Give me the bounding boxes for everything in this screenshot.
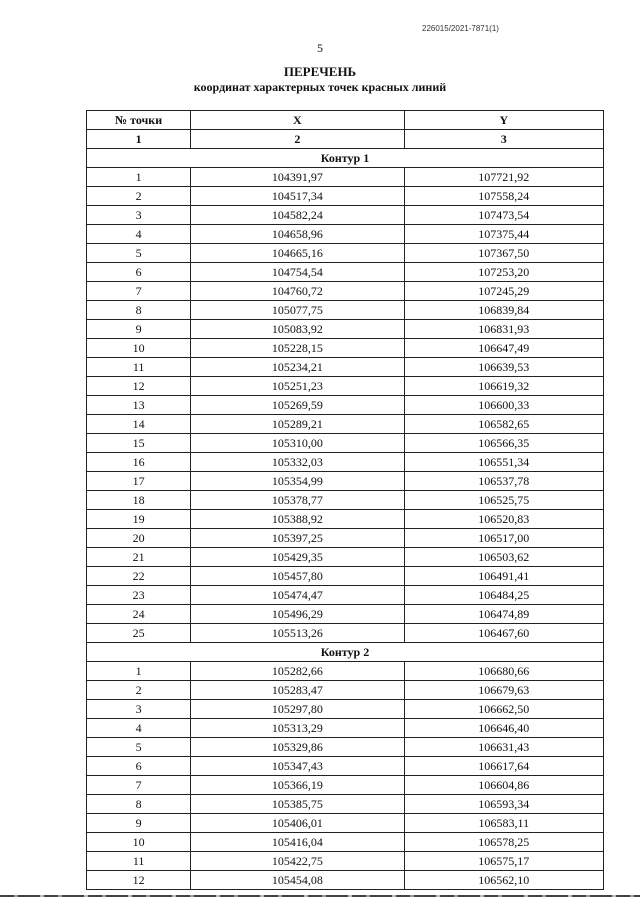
column-index-row bbox=[87, 130, 604, 149]
column-header-x: X bbox=[191, 111, 404, 130]
table-row bbox=[87, 434, 604, 453]
x-coordinate-cell: 105289,21 bbox=[191, 415, 404, 434]
document-subtitle: координат характерных точек красных линий bbox=[193, 80, 447, 94]
y-coordinate-cell: 106604,86 bbox=[404, 776, 603, 795]
table-row bbox=[87, 605, 604, 624]
table-row bbox=[87, 339, 604, 358]
table-row bbox=[87, 396, 604, 415]
point-number-cell: 12 bbox=[87, 871, 191, 890]
point-number-cell: 14 bbox=[87, 415, 191, 434]
y-coordinate-cell: 106578,25 bbox=[404, 833, 603, 852]
x-coordinate-cell: 105077,75 bbox=[191, 301, 404, 320]
column-index-3: 3 bbox=[404, 130, 603, 149]
y-coordinate-cell: 106537,78 bbox=[404, 472, 603, 491]
y-coordinate-cell: 106831,93 bbox=[404, 320, 603, 339]
point-number-cell: 2 bbox=[87, 681, 191, 700]
coordinates-table bbox=[86, 110, 604, 890]
x-coordinate-cell: 104582,24 bbox=[191, 206, 404, 225]
x-coordinate-cell: 104760,72 bbox=[191, 282, 404, 301]
point-number-cell: 11 bbox=[87, 852, 191, 871]
y-coordinate-cell: 106551,34 bbox=[404, 453, 603, 472]
table-row bbox=[87, 320, 604, 339]
table-row bbox=[87, 244, 604, 263]
table-row bbox=[87, 415, 604, 434]
x-coordinate-cell: 105310,00 bbox=[191, 434, 404, 453]
table-row bbox=[87, 681, 604, 700]
point-number-cell: 8 bbox=[87, 301, 191, 320]
x-coordinate-cell: 105228,15 bbox=[191, 339, 404, 358]
x-coordinate-cell: 105457,80 bbox=[191, 567, 404, 586]
point-number-cell: 10 bbox=[87, 833, 191, 852]
x-coordinate-cell: 105385,75 bbox=[191, 795, 404, 814]
point-number-cell: 1 bbox=[87, 662, 191, 681]
point-number-cell: 21 bbox=[87, 548, 191, 567]
point-number-cell: 9 bbox=[87, 320, 191, 339]
table-row bbox=[87, 187, 604, 206]
table-row bbox=[87, 719, 604, 738]
table-body bbox=[87, 149, 604, 890]
x-coordinate-cell: 104658,96 bbox=[191, 225, 404, 244]
x-coordinate-cell: 104665,16 bbox=[191, 244, 404, 263]
x-coordinate-cell: 105454,08 bbox=[191, 871, 404, 890]
column-index-1: 1 bbox=[87, 130, 191, 149]
table-row bbox=[87, 206, 604, 225]
point-number-cell: 24 bbox=[87, 605, 191, 624]
x-coordinate-cell: 105422,75 bbox=[191, 852, 404, 871]
y-coordinate-cell: 106631,43 bbox=[404, 738, 603, 757]
point-number-cell: 17 bbox=[87, 472, 191, 491]
contour-header-row bbox=[87, 149, 604, 168]
x-coordinate-cell: 105366,19 bbox=[191, 776, 404, 795]
table-row bbox=[87, 795, 604, 814]
point-number-cell: 19 bbox=[87, 510, 191, 529]
y-coordinate-cell: 106525,75 bbox=[404, 491, 603, 510]
y-coordinate-cell: 107367,50 bbox=[404, 244, 603, 263]
point-number-cell: 16 bbox=[87, 453, 191, 472]
y-coordinate-cell: 106662,50 bbox=[404, 700, 603, 719]
point-number-cell: 3 bbox=[87, 700, 191, 719]
x-coordinate-cell: 105474,47 bbox=[191, 586, 404, 605]
y-coordinate-cell: 106575,17 bbox=[404, 852, 603, 871]
x-coordinate-cell: 105347,43 bbox=[191, 757, 404, 776]
point-number-cell: 22 bbox=[87, 567, 191, 586]
scan-bottom-edge bbox=[0, 895, 640, 897]
x-coordinate-cell: 104517,34 bbox=[191, 187, 404, 206]
x-coordinate-cell: 105378,77 bbox=[191, 491, 404, 510]
column-header-point-number: № точки bbox=[87, 111, 191, 130]
table-row bbox=[87, 168, 604, 187]
y-coordinate-cell: 106562,10 bbox=[404, 871, 603, 890]
table-row bbox=[87, 491, 604, 510]
point-number-cell: 7 bbox=[87, 282, 191, 301]
x-coordinate-cell: 104391,97 bbox=[191, 168, 404, 187]
point-number-cell: 3 bbox=[87, 206, 191, 225]
point-number-cell: 12 bbox=[87, 377, 191, 396]
column-header-row bbox=[87, 111, 604, 130]
y-coordinate-cell: 106474,89 bbox=[404, 605, 603, 624]
y-coordinate-cell: 106839,84 bbox=[404, 301, 603, 320]
x-coordinate-cell: 105354,99 bbox=[191, 472, 404, 491]
point-number-cell: 20 bbox=[87, 529, 191, 548]
y-coordinate-cell: 106484,25 bbox=[404, 586, 603, 605]
table-row bbox=[87, 852, 604, 871]
y-coordinate-cell: 107253,20 bbox=[404, 263, 603, 282]
x-coordinate-cell: 105329,86 bbox=[191, 738, 404, 757]
x-coordinate-cell: 105234,21 bbox=[191, 358, 404, 377]
table-row bbox=[87, 586, 604, 605]
table-row bbox=[87, 548, 604, 567]
point-number-cell: 5 bbox=[87, 244, 191, 263]
point-number-cell: 2 bbox=[87, 187, 191, 206]
x-coordinate-cell: 105283,47 bbox=[191, 681, 404, 700]
contour-header-row bbox=[87, 643, 604, 662]
x-coordinate-cell: 105282,66 bbox=[191, 662, 404, 681]
y-coordinate-cell: 106520,83 bbox=[404, 510, 603, 529]
y-coordinate-cell: 106639,53 bbox=[404, 358, 603, 377]
column-header-y: Y bbox=[404, 111, 603, 130]
table-row bbox=[87, 738, 604, 757]
x-coordinate-cell: 105297,80 bbox=[191, 700, 404, 719]
table-row bbox=[87, 871, 604, 890]
table-row bbox=[87, 377, 604, 396]
table-row bbox=[87, 529, 604, 548]
table-row bbox=[87, 757, 604, 776]
x-coordinate-cell: 105397,25 bbox=[191, 529, 404, 548]
y-coordinate-cell: 106619,32 bbox=[404, 377, 603, 396]
point-number-cell: 4 bbox=[87, 719, 191, 738]
y-coordinate-cell: 106467,60 bbox=[404, 624, 603, 643]
x-coordinate-cell: 105513,26 bbox=[191, 624, 404, 643]
table-row bbox=[87, 510, 604, 529]
x-coordinate-cell: 105429,35 bbox=[191, 548, 404, 567]
page-number: 5 bbox=[317, 41, 323, 55]
x-coordinate-cell: 105416,04 bbox=[191, 833, 404, 852]
point-number-cell: 10 bbox=[87, 339, 191, 358]
table-row bbox=[87, 263, 604, 282]
y-coordinate-cell: 106617,64 bbox=[404, 757, 603, 776]
document-registration-number: 226015/2021-7871(1) bbox=[422, 24, 499, 33]
table-row bbox=[87, 358, 604, 377]
x-coordinate-cell: 105332,03 bbox=[191, 453, 404, 472]
y-coordinate-cell: 107375,44 bbox=[404, 225, 603, 244]
point-number-cell: 11 bbox=[87, 358, 191, 377]
table-row bbox=[87, 225, 604, 244]
x-coordinate-cell: 104754,54 bbox=[191, 263, 404, 282]
x-coordinate-cell: 105313,29 bbox=[191, 719, 404, 738]
table-row bbox=[87, 662, 604, 681]
table-row bbox=[87, 776, 604, 795]
table-header bbox=[87, 111, 604, 149]
x-coordinate-cell: 105496,29 bbox=[191, 605, 404, 624]
y-coordinate-cell: 107245,29 bbox=[404, 282, 603, 301]
point-number-cell: 15 bbox=[87, 434, 191, 453]
point-number-cell: 4 bbox=[87, 225, 191, 244]
table-row bbox=[87, 624, 604, 643]
y-coordinate-cell: 106517,00 bbox=[404, 529, 603, 548]
y-coordinate-cell: 107721,92 bbox=[404, 168, 603, 187]
point-number-cell: 6 bbox=[87, 757, 191, 776]
point-number-cell: 8 bbox=[87, 795, 191, 814]
table-row bbox=[87, 301, 604, 320]
table-row bbox=[87, 282, 604, 301]
table-row bbox=[87, 453, 604, 472]
y-coordinate-cell: 106566,35 bbox=[404, 434, 603, 453]
document-title: ПЕРЕЧЕНЬ bbox=[283, 64, 357, 79]
x-coordinate-cell: 105269,59 bbox=[191, 396, 404, 415]
point-number-cell: 5 bbox=[87, 738, 191, 757]
point-number-cell: 18 bbox=[87, 491, 191, 510]
y-coordinate-cell: 106583,11 bbox=[404, 814, 603, 833]
table-row bbox=[87, 833, 604, 852]
point-number-cell: 9 bbox=[87, 814, 191, 833]
point-number-cell: 1 bbox=[87, 168, 191, 187]
table-row bbox=[87, 567, 604, 586]
table-row bbox=[87, 472, 604, 491]
table-row bbox=[87, 814, 604, 833]
point-number-cell: 6 bbox=[87, 263, 191, 282]
y-coordinate-cell: 107558,24 bbox=[404, 187, 603, 206]
point-number-cell: 7 bbox=[87, 776, 191, 795]
contour-title: Контур 1 bbox=[87, 149, 604, 168]
y-coordinate-cell: 107473,54 bbox=[404, 206, 603, 225]
contour-title: Контур 2 bbox=[87, 643, 604, 662]
y-coordinate-cell: 106646,40 bbox=[404, 719, 603, 738]
x-coordinate-cell: 105406,01 bbox=[191, 814, 404, 833]
x-coordinate-cell: 105388,92 bbox=[191, 510, 404, 529]
column-index-2: 2 bbox=[191, 130, 404, 149]
y-coordinate-cell: 106582,65 bbox=[404, 415, 603, 434]
x-coordinate-cell: 105083,92 bbox=[191, 320, 404, 339]
point-number-cell: 25 bbox=[87, 624, 191, 643]
table-row bbox=[87, 700, 604, 719]
point-number-cell: 13 bbox=[87, 396, 191, 415]
y-coordinate-cell: 106503,62 bbox=[404, 548, 603, 567]
y-coordinate-cell: 106647,49 bbox=[404, 339, 603, 358]
y-coordinate-cell: 106600,33 bbox=[404, 396, 603, 415]
y-coordinate-cell: 106593,34 bbox=[404, 795, 603, 814]
y-coordinate-cell: 106491,41 bbox=[404, 567, 603, 586]
y-coordinate-cell: 106680,66 bbox=[404, 662, 603, 681]
x-coordinate-cell: 105251,23 bbox=[191, 377, 404, 396]
y-coordinate-cell: 106679,63 bbox=[404, 681, 603, 700]
point-number-cell: 23 bbox=[87, 586, 191, 605]
